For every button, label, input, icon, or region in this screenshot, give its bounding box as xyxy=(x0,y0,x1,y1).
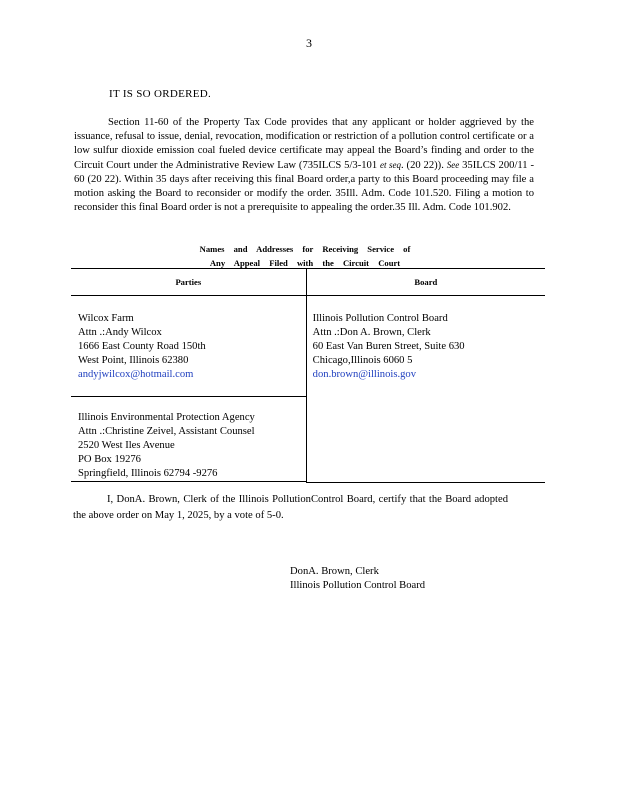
party2-address1: 2520 West Iles Avenue xyxy=(78,440,175,451)
party1-address2: West Point, Illinois 62380 xyxy=(78,355,189,366)
board-address2: Chicago,Illinois 6060 5 xyxy=(312,355,413,366)
board-name: Illinois Pollution Control Board xyxy=(312,313,448,324)
certification-text: I, DonA. Brown, Clerk of the Illinois PollutionControl Board, certify that the Board adopted the above order on May 1, 2025, by a vote of 5-0. xyxy=(73,494,508,521)
board-address xyxy=(306,296,545,483)
service-table xyxy=(71,268,545,483)
paragraph-part1: Section 11-60 of the Property Tax Code provides that any applicant or holder aggrieved by the issuance, refusal to issue, denial, revocation, modification or restriction of a pollution control certificate or a low sulfur dioxide emission coal fueled device certificate may appeal the Board’s finding and order to the Circuit Court under the Administrative Review Law (735ILCS 5/3-101 xyxy=(74,117,534,171)
signature-name: DonA. Brown, Clerk xyxy=(290,566,379,577)
party1-address1: 1666 East County Road 150th xyxy=(78,341,206,352)
paragraph-part3: 35ILCS 200/11 - 60 (20 22). Within 35 days after receiving this final Board order,a party to this Board proceeding may file a motion asking the Board to reconsider or modify the order. 35Ill. Adm. Code 101.520. Filing a motion to reconsider this final Board order is not a prerequisite to appealing the order.35 Ill. Adm. Code 101.902. xyxy=(74,160,534,213)
service-title xyxy=(170,242,440,270)
party2-attn: Attn .:Christine Zeivel, Assistant Counsel xyxy=(78,426,255,437)
service-title-line2: Any Appeal Filed with the Circuit Court xyxy=(209,258,401,268)
appeal-paragraph xyxy=(74,116,534,215)
party1-email-link[interactable]: andyjwilcox@hotmail.com xyxy=(78,369,194,380)
party1-attn: Attn .:Andy Wilcox xyxy=(78,327,162,338)
header-parties: Parties xyxy=(71,269,306,296)
et-seq-italic: et seq xyxy=(380,160,402,170)
party2-address3: Springfield, Illinois 62794 -9276 xyxy=(78,468,218,479)
service-title-line1: Names and Addresses for Receiving Service of xyxy=(199,244,411,254)
signature-org: Illinois Pollution Control Board xyxy=(290,580,426,591)
page-number: 3 xyxy=(306,36,312,50)
party-illinois-epa xyxy=(71,397,306,482)
paragraph-part2: . (20 22)). xyxy=(401,160,444,171)
certification-paragraph xyxy=(73,492,508,524)
party-wilcox-farm xyxy=(71,296,306,397)
party2-address2: PO Box 19276 xyxy=(78,454,141,465)
see-italic: See xyxy=(446,160,460,170)
party1-name: Wilcox Farm xyxy=(78,313,134,324)
order-heading: IT IS SO ORDERED. xyxy=(109,88,212,100)
header-board: Board xyxy=(306,269,545,296)
board-email-link[interactable]: don.brown@illinois.gov xyxy=(312,369,417,380)
signature-block xyxy=(290,565,425,593)
party2-name: Illinois Environmental Protection Agency xyxy=(78,412,255,423)
board-attn: Attn .:Don A. Brown, Clerk xyxy=(312,327,431,338)
board-address1: 60 East Van Buren Street, Suite 630 xyxy=(312,341,465,352)
